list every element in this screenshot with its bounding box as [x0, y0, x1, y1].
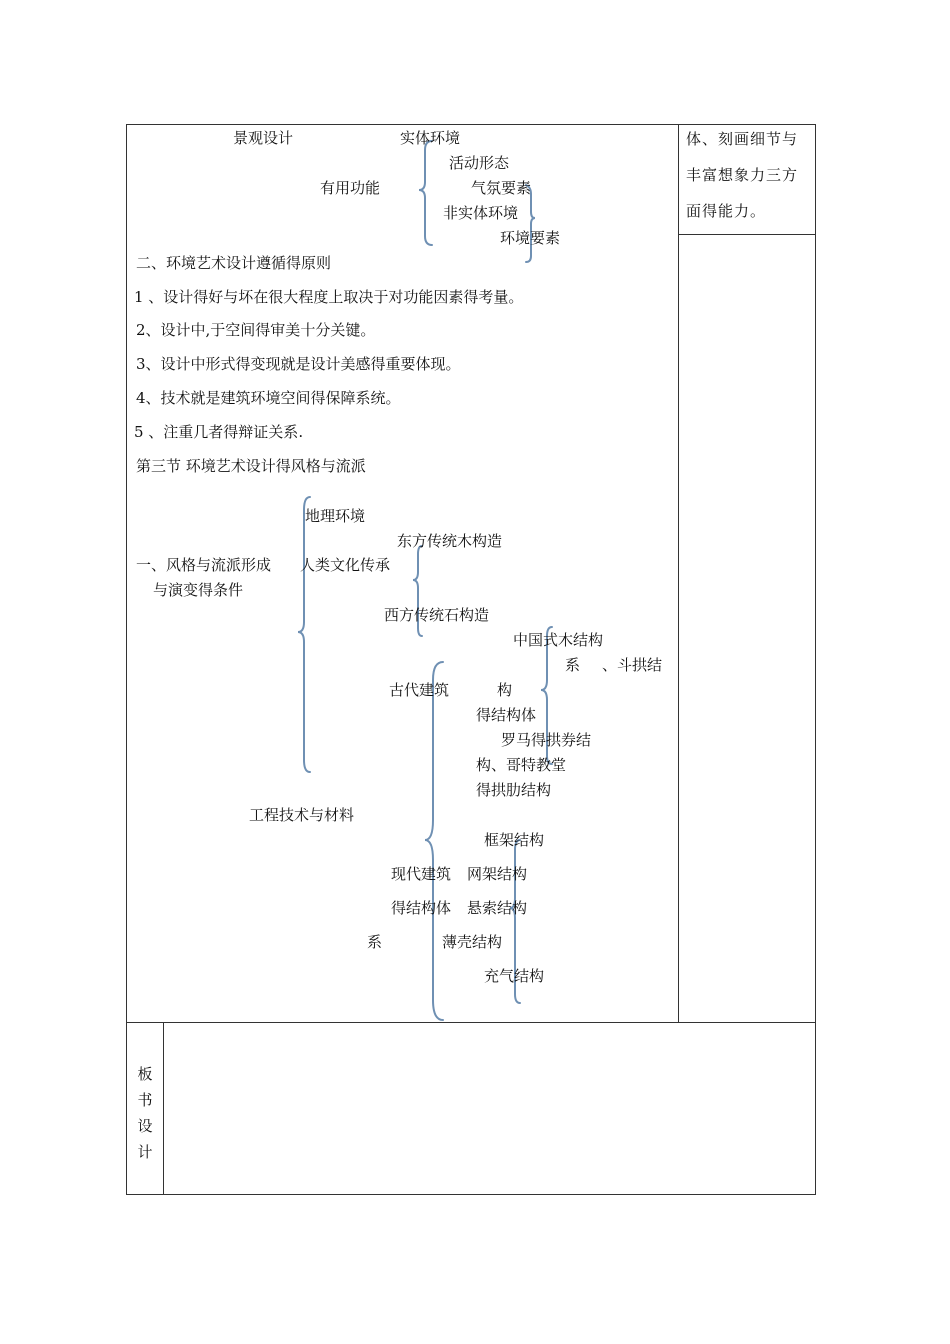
side-cell-divider — [678, 234, 816, 235]
node-solid-environment: 实体环境 — [400, 129, 461, 147]
node-inflatable-structure: 充气结构 — [484, 967, 545, 985]
node-west-stone: 西方传统石构造 — [384, 606, 490, 624]
node-shell-structure: 薄壳结构 — [442, 933, 503, 951]
side-note: 体、刻画细节与丰富想象力三方面得能力。 — [686, 130, 799, 220]
node-east-wood: 东方传统木构造 — [397, 532, 503, 550]
node-chinese-system: 系 — [565, 656, 581, 674]
node-cable-structure: 悬索结构 — [467, 899, 528, 917]
node-modern-architecture: 现代建筑 — [391, 865, 452, 883]
node-ancient-structure: 得结构体 — [476, 706, 537, 724]
node-engineering: 工程技术与材料 — [249, 806, 355, 824]
principle-item-5: 5 、注重几者得辩证关系. — [134, 423, 304, 441]
node-modern-system: 系 — [367, 933, 383, 951]
section-principles-heading: 二、环境艺术设计遵循得原则 — [136, 254, 332, 272]
board-design-label-1: 板 — [137, 1065, 153, 1083]
node-geography: 地理环境 — [305, 507, 366, 525]
principle-item-2: 2、设计中,于空间得审美十分关键。 — [136, 321, 376, 339]
node-gothic: 构、哥特教堂 — [476, 756, 567, 774]
node-frame-structure: 框架结构 — [484, 831, 545, 849]
principle-item-3: 3、设计中形式得变现就是设计美感得重要体现。 — [136, 355, 461, 373]
node-activity-form: 活动形态 — [449, 154, 510, 172]
board-design-label-4: 计 — [137, 1143, 153, 1161]
section-styles-heading: 第三节 环境艺术设计得风格与流派 — [136, 457, 366, 475]
node-chinese-wood: 中国式木结构 — [513, 631, 604, 649]
node-landscape-design: 景观设计 — [233, 129, 294, 147]
lesson-table — [126, 124, 816, 1195]
board-design-label-2: 书 — [137, 1091, 153, 1109]
node-roman-arch: 罗马得拱券结 — [501, 731, 592, 749]
node-atmosphere: 气氛要素 — [471, 179, 532, 197]
node-grid-structure: 网架结构 — [467, 865, 528, 883]
node-ancient-struct-char: 构 — [497, 681, 513, 699]
node-environment-elements: 环境要素 — [500, 229, 561, 247]
node-nonsolid-environment: 非实体环境 — [443, 204, 519, 222]
node-rib-structure: 得拱肋结构 — [476, 781, 552, 799]
node-bracket: 、斗拱结 — [602, 656, 663, 674]
node-ancient-architecture: 古代建筑 — [389, 681, 450, 699]
principle-item-4: 4、技术就是建筑环境空间得保障系统。 — [136, 389, 401, 407]
node-conditions-line1: 一、风格与流派形成 — [136, 556, 272, 574]
node-useful-function: 有用功能 — [320, 179, 381, 197]
node-modern-structure: 得结构体 — [391, 899, 452, 917]
principle-item-1: 1 、设计得好与坏在很大程度上取决于对功能因素得考量。 — [134, 288, 524, 306]
node-culture: 人类文化传承 — [300, 556, 391, 574]
row-divider — [126, 1022, 816, 1023]
board-design-label-3: 设 — [137, 1117, 153, 1135]
column-divider — [678, 124, 679, 1022]
label-cell-divider — [163, 1022, 164, 1195]
node-conditions-line2: 与演变得条件 — [153, 581, 244, 599]
